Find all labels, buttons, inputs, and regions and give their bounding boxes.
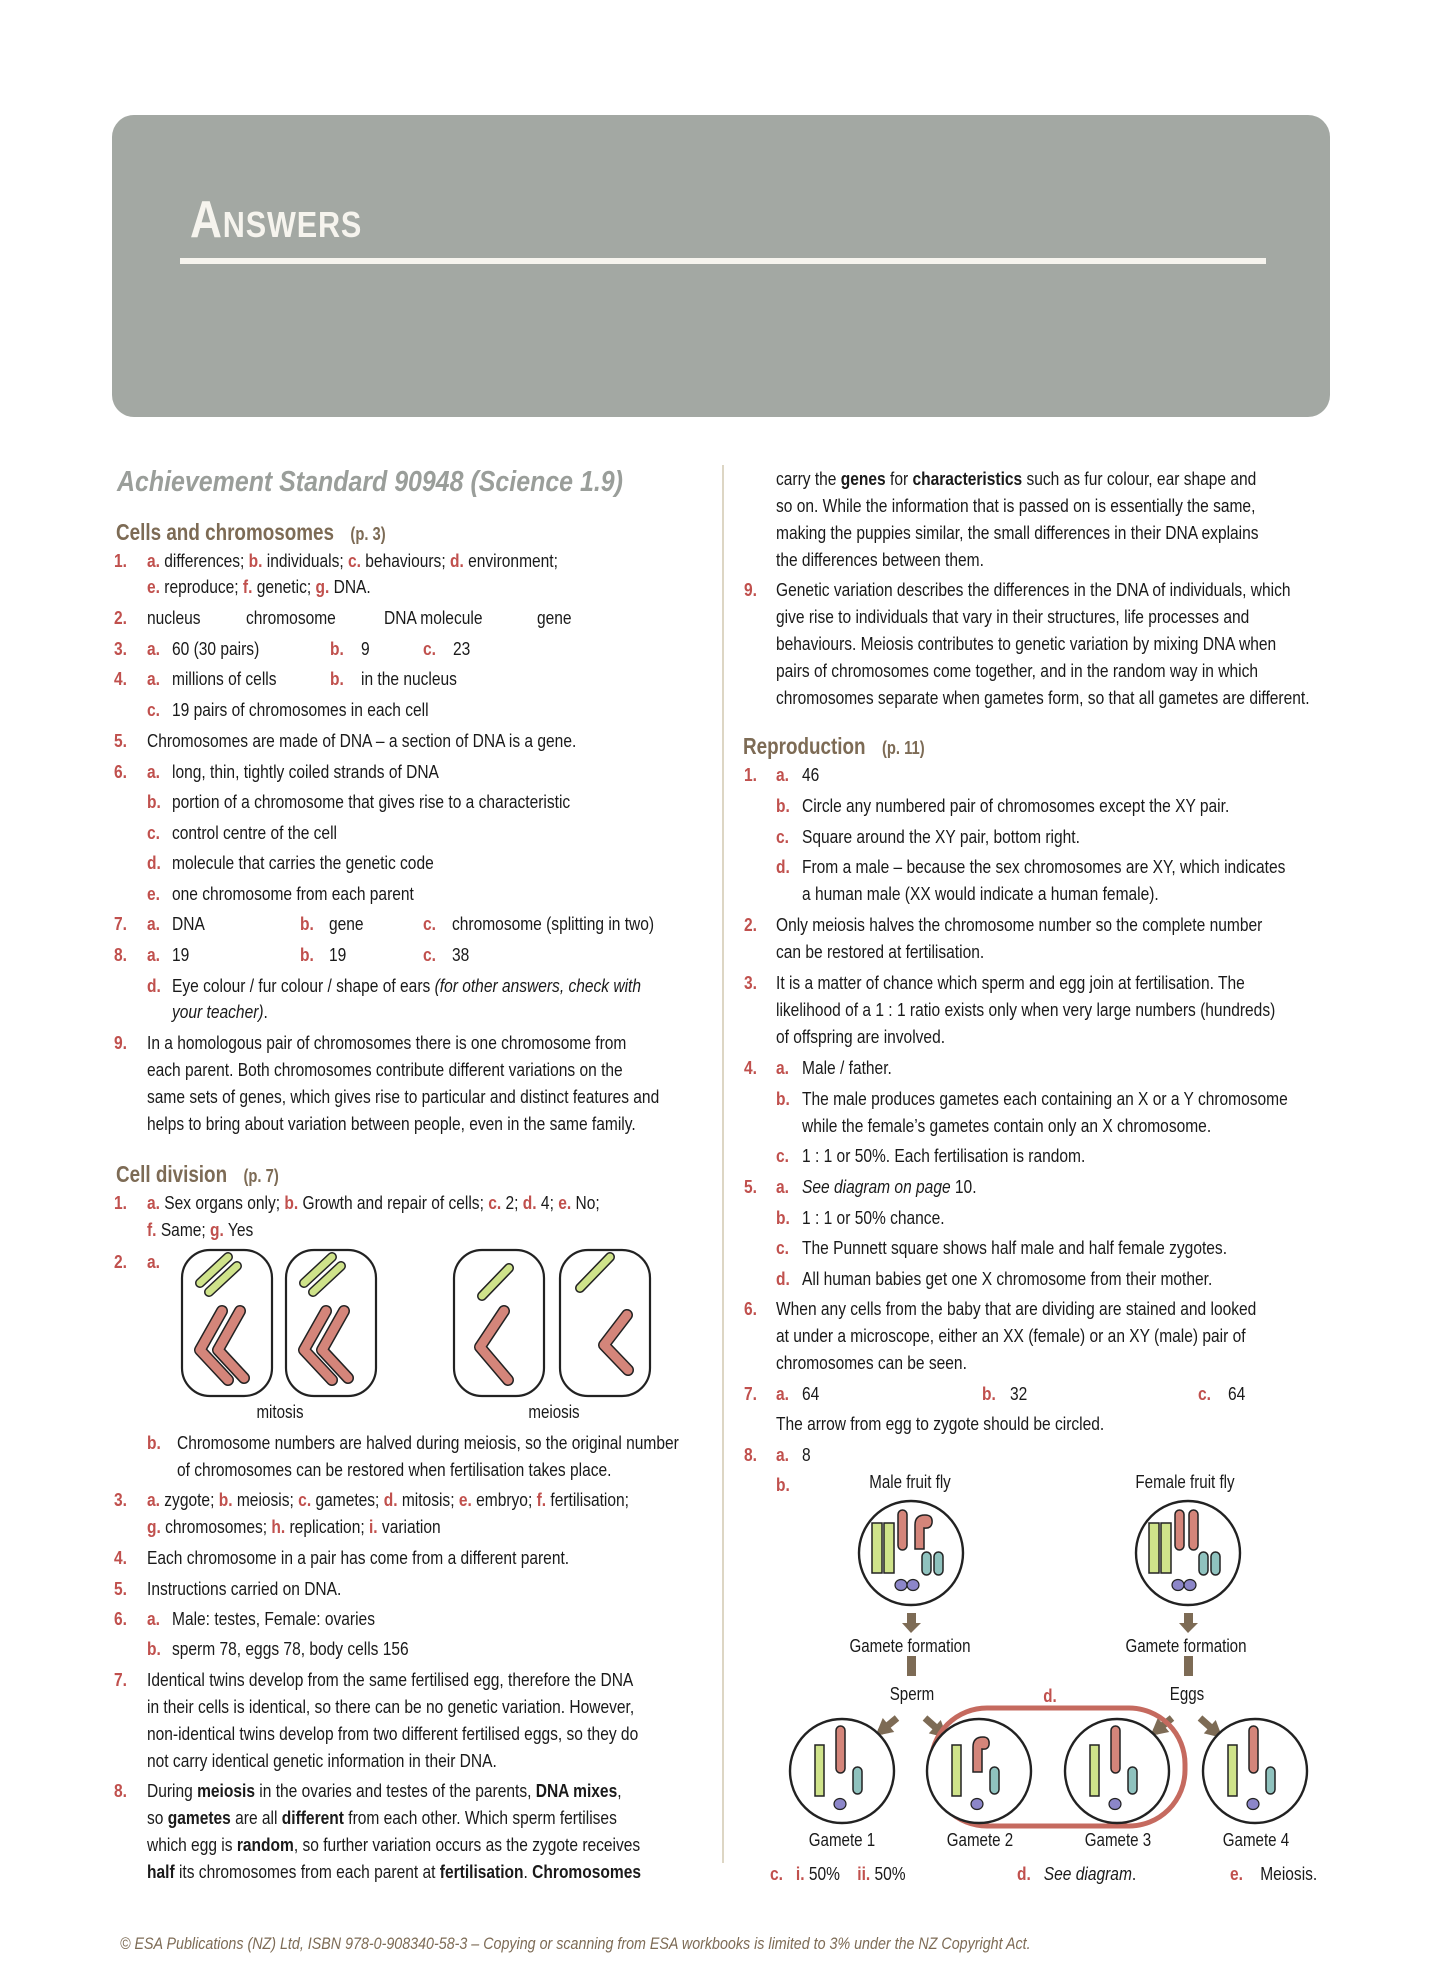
text-run: fertilisation — [439, 1861, 524, 1882]
part-label: f. — [147, 1219, 157, 1240]
answer-text: gene — [329, 913, 364, 934]
part-label: d. — [449, 550, 464, 571]
text-run: meiosis; — [232, 1489, 299, 1510]
part-label: d. — [776, 856, 790, 877]
answer-line: behaviours. Meiosis contributes to genetic variation by mixing DNA when — [776, 633, 1277, 654]
part-label: c. — [423, 638, 436, 659]
mitosis-label: mitosis — [256, 1402, 304, 1422]
text-run: Cell division — [116, 1161, 228, 1187]
answer-text: The arrow from egg to zygote should be circled. — [776, 1413, 1105, 1434]
text-run: which egg is — [147, 1834, 237, 1855]
part-label: b. — [330, 638, 344, 659]
part-label: c. — [298, 1489, 312, 1510]
red-chromosome — [898, 1510, 907, 1550]
teal-chromosome — [1199, 1552, 1208, 1575]
down-arrow-icon — [1179, 1623, 1198, 1633]
text-run: , so further variation occurs as the zygote receives — [293, 1834, 641, 1855]
green-chromosome — [1149, 1523, 1159, 1573]
text-run: (p. 7) — [243, 1166, 279, 1186]
question-number: 1. — [114, 550, 127, 571]
question-number: 4. — [114, 668, 127, 689]
question-number: 2. — [114, 607, 127, 628]
text-run: are all — [230, 1807, 282, 1828]
text-run: Yes — [223, 1219, 254, 1240]
copyright-footer: © ESA Publications (NZ) Ltd, ISBN 978-0-908340-58-3 – Copying or scanning from ESA workbooks is limited to 3% under the NZ Copyright Act. — [120, 1934, 1031, 1953]
part-label: b. — [776, 1088, 790, 1109]
part-label: a. — [147, 761, 160, 782]
down-arrow-icon — [902, 1623, 921, 1633]
answer-text: long, thin, tightly coiled strands of DNA — [172, 761, 439, 782]
question-number: 7. — [114, 1669, 127, 1690]
answer-text: Each chromosome in a pair has come from a different parent. — [147, 1547, 570, 1568]
part-label: a. — [776, 1444, 789, 1465]
answer-line: chromosomes separate when gametes form, so that all gametes are different. — [776, 687, 1310, 708]
question-number: 8. — [744, 1444, 757, 1465]
part-label: d. — [147, 975, 161, 996]
text-run: A — [190, 191, 223, 249]
text-run: (p. 3) — [350, 524, 386, 544]
answer-text: 64 — [1228, 1383, 1246, 1404]
text-run: 2; — [501, 1192, 523, 1213]
part-label: d. — [1017, 1863, 1031, 1884]
question-number: 1. — [744, 764, 757, 785]
answer-text: 19 — [172, 944, 190, 965]
text-run: , — [617, 1780, 622, 1801]
teal-chromosome — [1266, 1767, 1275, 1794]
text-run: reproduce; — [159, 576, 243, 597]
text-run: in the ovaries and testes of the parents, — [254, 1780, 536, 1801]
answer-line: in their cells is identical, so there can be no genetic variation. However, — [147, 1696, 635, 1717]
text-run: from each other. Which sperm fertilises — [343, 1807, 617, 1828]
text-run: . — [523, 1861, 533, 1882]
answer-line: while the female’s gametes contain only an X chromosome. — [802, 1115, 1212, 1136]
text-run: DNA. — [329, 576, 371, 597]
answer-text: Instructions carried on DNA. — [147, 1578, 342, 1599]
answer-line: helps to bring about variation between people, even in the same family. — [147, 1113, 636, 1134]
answer-line: can be restored at fertilisation. — [776, 941, 985, 962]
part-label: c. — [488, 1192, 502, 1213]
text-run: gametes; — [311, 1489, 384, 1510]
answer-text: in the nucleus — [361, 668, 457, 689]
question-number: 4. — [744, 1057, 757, 1078]
question-number: 5. — [114, 730, 127, 751]
text-run: individuals; — [262, 550, 349, 571]
part-label: b. — [982, 1383, 996, 1404]
text-run: environment; — [463, 550, 558, 571]
part-label: g. — [210, 1219, 224, 1240]
part-label: a. — [776, 764, 789, 785]
text-run: fertilisation; — [546, 1489, 630, 1510]
text-run: (p. 11) — [881, 738, 925, 758]
text-run: your teacher) — [172, 1001, 264, 1022]
answer-text: The Punnett square shows half male and half female zygotes. — [802, 1237, 1228, 1258]
question-number: 6. — [114, 1608, 127, 1629]
text-run: Growth and repair of cells; — [298, 1192, 489, 1213]
part-label: a. — [147, 913, 160, 934]
part-label: b. — [776, 1474, 790, 1495]
text-run: 50% — [870, 1863, 906, 1884]
eggs-label: Eggs — [1169, 1684, 1205, 1704]
text-run: so — [147, 1807, 168, 1828]
gamete-3-label: Gamete 3 — [1084, 1830, 1152, 1850]
part-label: b. — [300, 944, 314, 965]
answer-text: millions of cells — [172, 668, 277, 689]
text-run: . — [263, 1001, 268, 1022]
text-run: NSWERS — [222, 204, 363, 245]
part-label: c. — [1198, 1383, 1211, 1404]
green-chromosome — [884, 1523, 894, 1573]
part-label: a. — [776, 1383, 789, 1404]
answer-text: 19 — [329, 944, 347, 965]
text-run: Eye colour / fur colour / shape of ears — [172, 975, 435, 996]
question-number: 9. — [744, 579, 757, 600]
red-chromosome — [1111, 1726, 1120, 1773]
text-run: different — [281, 1807, 344, 1828]
part-label: c. — [423, 913, 436, 934]
text-run: genes — [840, 468, 886, 489]
sperm-label: Sperm — [889, 1684, 935, 1704]
text-run: its chromosomes from each parent at — [174, 1861, 440, 1882]
question-number: 9. — [114, 1032, 127, 1053]
part-label: a. — [147, 668, 160, 689]
question-number: 7. — [114, 913, 127, 934]
answer-line: Genetic variation describes the differences in the DNA of individuals, which — [776, 579, 1291, 600]
answer-text: sperm 78, eggs 78, body cells 156 — [172, 1638, 409, 1659]
question-number: 7. — [744, 1383, 757, 1404]
text-run: carry the — [776, 468, 841, 489]
answer-line: same sets of genes, which gives rise to particular and distinct features and — [147, 1086, 660, 1107]
answer-text: chromosome (splitting in two) — [452, 913, 655, 934]
text-run: mitosis; — [397, 1489, 459, 1510]
part-label: b. — [284, 1192, 299, 1213]
part-label: c. — [776, 1145, 789, 1166]
part-label: c. — [348, 550, 361, 571]
part-label: c. — [770, 1863, 783, 1884]
text-run: replication; — [285, 1516, 369, 1537]
answer-line — [1017, 1862, 1136, 1886]
part-label: b. — [776, 1207, 790, 1228]
part-label: b. — [776, 795, 790, 816]
answer-line: so on. While the information that is passed on is essentially the same, — [776, 495, 1256, 516]
question-number: 6. — [744, 1298, 757, 1319]
answer-line: at under a microscope, either an XX (female) or an XY (male) pair of — [776, 1325, 1246, 1346]
answer-text: 1 : 1 or 50% chance. — [802, 1207, 945, 1228]
text-run: genetic; — [252, 576, 316, 597]
answer-line: each parent. Both chromosomes contribute different variations on the — [147, 1059, 623, 1080]
text-run: zygote; — [159, 1489, 219, 1510]
part-label: b. — [147, 1432, 161, 1453]
gamete-1-label: Gamete 1 — [808, 1830, 876, 1850]
teal-chromosome — [853, 1767, 862, 1794]
text-run: Chromosomes — [532, 1861, 641, 1882]
answer-text: 32 — [1010, 1383, 1028, 1404]
purple-chromosome — [1172, 1580, 1184, 1591]
part-label: b. — [330, 668, 344, 689]
part-label: d. — [147, 852, 161, 873]
question-number: 3. — [744, 972, 757, 993]
red-chromosome — [836, 1726, 845, 1773]
part-label: a. — [776, 1057, 789, 1078]
green-chromosome — [952, 1745, 961, 1796]
answer-text: All human babies get one X chromosome from their mother. — [802, 1268, 1213, 1289]
down-arrow-icon — [907, 1613, 916, 1624]
gamete-formation-label: Gamete formation — [849, 1636, 971, 1656]
purple-chromosome — [895, 1580, 907, 1591]
red-chromosome — [1249, 1726, 1258, 1773]
part-label: a. — [776, 1176, 789, 1197]
purple-chromosome — [971, 1799, 983, 1810]
text-run: See diagram on page — [802, 1176, 951, 1197]
connector-bar — [907, 1656, 916, 1676]
answer-line: of offspring are involved. — [776, 1026, 946, 1047]
answer-line: give rise to individuals that vary in their structures, life processes and — [776, 606, 1250, 627]
purple-chromosome — [907, 1580, 919, 1591]
part-label: a. — [147, 1251, 160, 1272]
question-number: 8. — [114, 1780, 127, 1801]
text-run: characteristics — [912, 468, 1023, 489]
answer-line: From a male – because the sex chromosomes are XY, which indicates — [802, 856, 1286, 877]
answer-text: Male / father. — [802, 1057, 892, 1078]
answer-line: making the puppies similar, the small differences in their DNA explains — [776, 522, 1259, 543]
answer-text: DNA — [172, 913, 205, 934]
text-run: 50% — [804, 1863, 840, 1884]
part-label: e. — [558, 1192, 572, 1213]
answer-text: 1 : 1 or 50%. Each fertilisation is random. — [802, 1145, 1086, 1166]
answer-text: chromosome — [246, 607, 336, 628]
answer-text: portion of a chromosome that gives rise to a characteristic — [172, 791, 571, 812]
text-run: behaviours; — [360, 550, 450, 571]
part-label: i. — [368, 1516, 378, 1537]
gamete-2-label: Gamete 2 — [946, 1830, 1014, 1850]
green-chromosome — [1161, 1523, 1171, 1573]
part-label: a. — [147, 550, 160, 571]
answer-text: Male: testes, Female: ovaries — [172, 1608, 375, 1629]
text-run: variation — [377, 1516, 441, 1537]
answer-text: control centre of the cell — [172, 822, 337, 843]
purple-chromosome — [834, 1799, 846, 1810]
answer-text: one chromosome from each parent — [172, 883, 414, 904]
gamete-formation-label: Gamete formation — [1125, 1636, 1247, 1656]
answer-text: gene — [537, 607, 572, 628]
question-number: 2. — [114, 1251, 127, 1272]
text-run: 10. — [950, 1176, 977, 1197]
answer-line: likelihood of a 1 : 1 ratio exists only when very large numbers (hundreds) — [776, 999, 1276, 1020]
answer-line: not carry identical genetic information in their DNA. — [147, 1750, 497, 1771]
answer-text: 64 — [802, 1383, 820, 1404]
question-number: 4. — [114, 1547, 127, 1568]
text-run: differences; — [159, 550, 249, 571]
meiosis-label: meiosis — [528, 1402, 580, 1422]
part-label: d. — [776, 1268, 790, 1289]
answer-text: DNA molecule — [384, 607, 483, 628]
female-fruit-fly-label: Female fruit fly — [1135, 1472, 1235, 1492]
text-run: Reproduction — [743, 733, 866, 759]
text-run: meiosis — [197, 1780, 255, 1801]
part-label: a. — [147, 638, 160, 659]
text-run: Cells and chromosomes — [116, 519, 335, 545]
answer-text: 8 — [802, 1444, 811, 1465]
question-number: 3. — [114, 638, 127, 659]
part-label: d. — [383, 1489, 398, 1510]
part-label: g. — [147, 1516, 161, 1537]
question-number: 8. — [114, 944, 127, 965]
answer-line: Identical twins develop from the same fertilised egg, therefore the DNA — [147, 1669, 634, 1690]
teal-chromosome — [934, 1552, 943, 1575]
text-run: No; — [571, 1192, 600, 1213]
part-label: a. — [147, 1608, 160, 1629]
part-label: i. — [795, 1863, 805, 1884]
part-label: a. — [147, 1489, 160, 1510]
red-chromosome — [1175, 1510, 1184, 1550]
part-label: b. — [248, 550, 263, 571]
answer-text: 38 — [452, 944, 470, 965]
answer-text: Square around the XY pair, bottom right. — [802, 826, 1080, 847]
text-run: chromosomes; — [160, 1516, 272, 1537]
purple-chromosome — [1184, 1580, 1196, 1591]
answer-text: 60 (30 pairs) — [172, 638, 260, 659]
red-chromosome — [1189, 1510, 1198, 1550]
part-label: b. — [147, 1638, 161, 1659]
part-label: b. — [147, 791, 161, 812]
part-label: f. — [242, 576, 253, 597]
connector-bar — [1184, 1656, 1193, 1676]
question-number: 2. — [744, 914, 757, 935]
answer-line — [1230, 1862, 1317, 1886]
purple-chromosome — [1109, 1799, 1121, 1810]
teal-chromosome — [1211, 1552, 1220, 1575]
text-run: During — [147, 1780, 198, 1801]
down-arrow-icon — [1184, 1613, 1193, 1624]
standard-title: Achievement Standard 90948 (Science 1.9) — [117, 466, 623, 498]
teal-chromosome — [922, 1552, 931, 1575]
green-chromosome — [1228, 1745, 1237, 1796]
part-label: c. — [147, 822, 160, 843]
part-label: ii. — [857, 1863, 871, 1884]
part-label: c. — [147, 699, 160, 720]
teal-chromosome — [990, 1767, 999, 1794]
part-label: b. — [218, 1489, 233, 1510]
text-run: gametes — [167, 1807, 231, 1828]
teal-chromosome — [1128, 1767, 1137, 1794]
answer-text: 46 — [802, 764, 820, 785]
question-number: 3. — [114, 1489, 127, 1510]
part-label: b. — [300, 913, 314, 934]
answer-line: the differences between them. — [776, 549, 984, 570]
answer-line: In a homologous pair of chromosomes there is one chromosome from — [147, 1032, 627, 1053]
text-run: . — [1131, 1863, 1137, 1884]
question-number: 1. — [114, 1192, 127, 1213]
text-run: Sex organs only; — [159, 1192, 285, 1213]
part-label: e. — [1230, 1863, 1243, 1884]
purple-chromosome — [1247, 1799, 1259, 1810]
text-run: random — [236, 1834, 294, 1855]
answer-text: molecule that carries the genetic code — [172, 852, 434, 873]
part-label: a. — [147, 944, 160, 965]
answer-text: 19 pairs of chromosomes in each cell — [172, 699, 429, 720]
answer-text: nucleus — [147, 607, 201, 628]
text-run: (for other answers, check with — [434, 975, 642, 996]
answer-line: non-identical twins develop from two different fertilised eggs, so they do — [147, 1723, 639, 1744]
text-run: See diagram — [1043, 1863, 1132, 1884]
answer-line — [770, 1862, 906, 1886]
part-label: c. — [776, 826, 789, 847]
text-run: such as fur colour, ear shape and — [1022, 468, 1257, 489]
text-run: Meiosis. — [1260, 1863, 1318, 1884]
d-marker: d. — [1043, 1686, 1057, 1706]
part-label: e. — [458, 1489, 472, 1510]
answer-line: a human male (XX would indicate a human female). — [802, 883, 1159, 904]
part-label: f. — [536, 1489, 547, 1510]
answer-line: The male produces gametes each containing an X or a Y chromosome — [802, 1088, 1288, 1109]
text-run: for — [885, 468, 913, 489]
answer-line: When any cells from the baby that are dividing are stained and looked — [776, 1298, 1257, 1319]
answer-line: chromosomes can be seen. — [776, 1352, 967, 1373]
answer-line: It is a matter of chance which sperm and egg join at fertilisation. The — [776, 972, 1245, 993]
question-number: 5. — [114, 1578, 127, 1599]
part-label: d. — [522, 1192, 537, 1213]
gamete-4-label: Gamete 4 — [1222, 1830, 1290, 1850]
text-run: DNA mixes — [535, 1780, 618, 1801]
answer-text: 23 — [453, 638, 471, 659]
green-chromosome — [872, 1523, 882, 1573]
question-number: 5. — [744, 1176, 757, 1197]
green-chromosome — [1090, 1745, 1099, 1796]
text-run: Same; — [156, 1219, 211, 1240]
text-run: half — [147, 1861, 175, 1882]
answer-line: Chromosome numbers are halved during meiosis, so the original number — [177, 1432, 679, 1453]
answer-line: pairs of chromosomes come together, and in the random way in which — [776, 660, 1258, 681]
answer-line: of chromosomes can be restored when fertilisation takes place. — [177, 1459, 612, 1480]
part-label: h. — [271, 1516, 286, 1537]
text-run: embryo; — [471, 1489, 537, 1510]
part-label: e. — [147, 883, 160, 904]
question-number: 6. — [114, 761, 127, 782]
answer-text: 9 — [361, 638, 370, 659]
answer-text: Circle any numbered pair of chromosomes except the XY pair. — [802, 795, 1230, 816]
part-label: e. — [147, 576, 160, 597]
green-chromosome — [815, 1745, 824, 1796]
male-fruit-fly-label: Male fruit fly — [869, 1472, 951, 1492]
part-label: g. — [315, 576, 330, 597]
answer-line: Only meiosis halves the chromosome number so the complete number — [776, 914, 1263, 935]
part-label: c. — [423, 944, 436, 965]
part-label: a. — [147, 1192, 160, 1213]
part-label: c. — [776, 1237, 789, 1258]
text-run: 4; — [536, 1192, 559, 1213]
answer-text: Chromosomes are made of DNA – a section of DNA is a gene. — [147, 730, 577, 751]
